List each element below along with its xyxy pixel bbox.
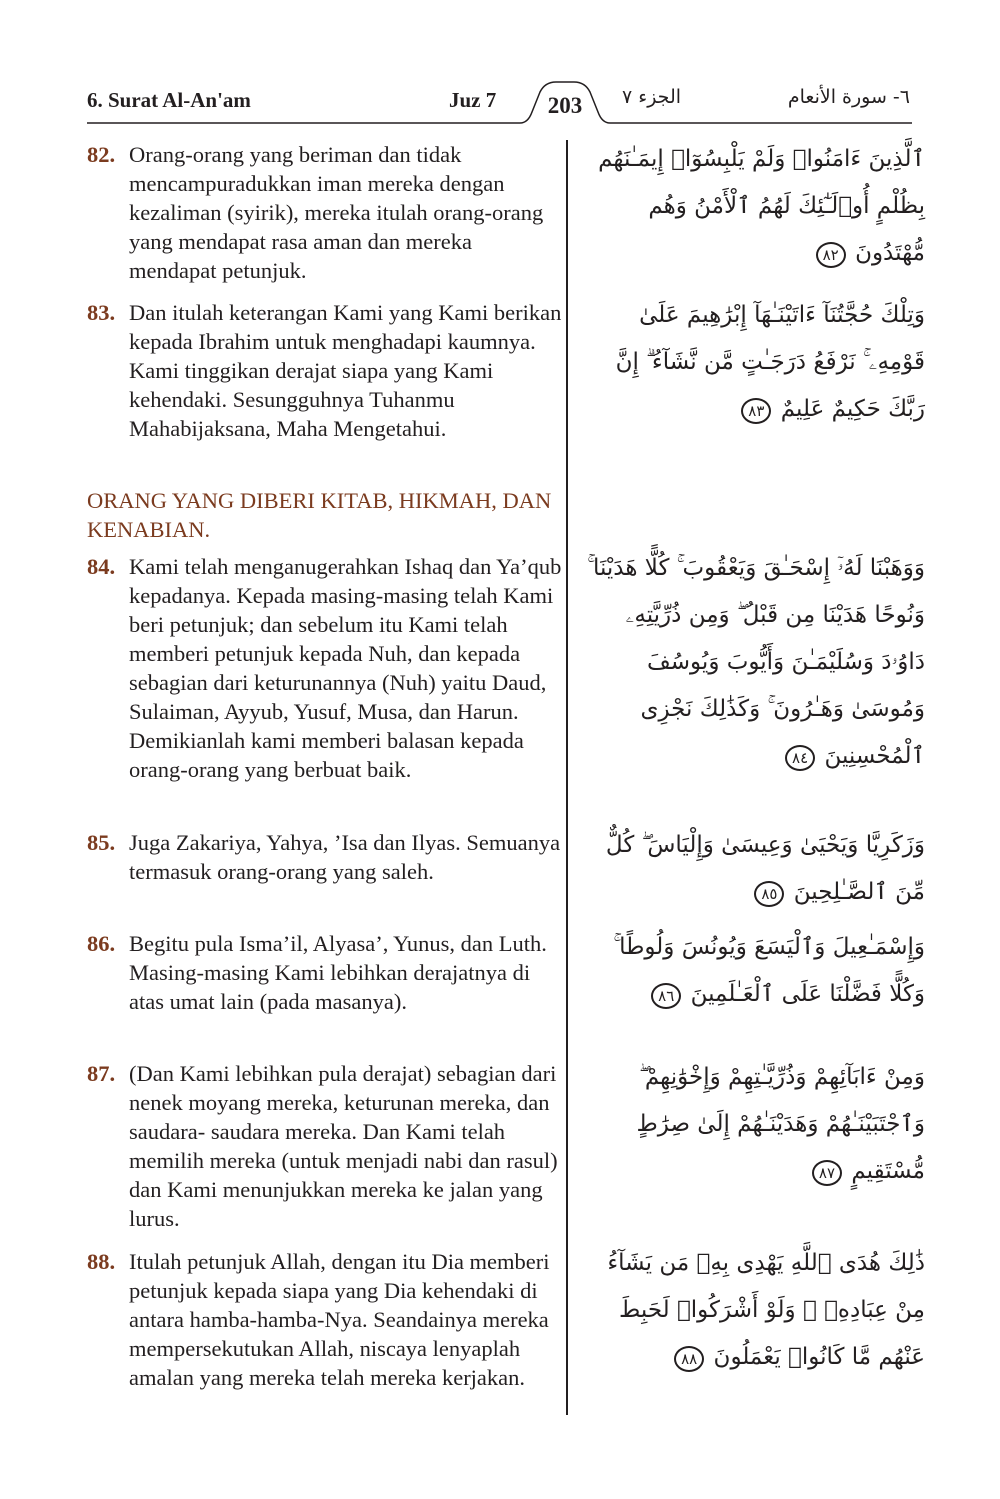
verse-84-arabic [585, 545, 925, 780]
arabic-text: وَمِنْ ءَابَآئِهِمْ وَذُرِّيَّـٰتِهِمْ وَإِخْوَٰنِهِمْ ۖ وَٱجْتَبَيْنَـٰهُمْ وَهَدَيْنَـٰهُمْ إِلَىٰ صِرَٰطٍ مُّسْتَقِيمٍ [636, 1064, 925, 1184]
verse-text: (Dan Kami lebihkan pula derajat) sebagian dari nenek moyang mereka, keturunan mereka, dan saudara- saudara mereka. Dan Kami telah memilih mereka (untuk menjadi nabi dan rasul) dan Kami menunjukkan mereka ke jalan yang lurus. [129, 1061, 558, 1231]
verse-number: 84. [87, 554, 116, 579]
ayah-number-marker: ٨٧ [812, 1160, 842, 1186]
verse-text: Itulah petunjuk Allah, dengan itu Dia memberi petunjuk kepada siapa yang Dia kehendaki di antara hamba-hamba-Nya. Seandainya mereka mempersekutukan Allah, niscaya lenyaplah amalan yang mereka telah mereka kerjakan. [129, 1249, 550, 1390]
verse-85-arabic [585, 822, 925, 916]
juz-label-arabic: الجزء ٧ [622, 86, 682, 108]
verse-82-arabic [585, 136, 925, 277]
page-number: 203 [547, 93, 583, 118]
surah-title-arabic: ٦- سورة الأنعام [787, 86, 910, 108]
verse-85-translation [87, 828, 562, 886]
verse-86-translation [87, 929, 562, 1016]
verse-83-translation [87, 298, 562, 443]
ayah-number-marker: ٨٦ [651, 983, 681, 1009]
verse-number: 86. [87, 931, 116, 956]
verse-text: Kami telah menganugerahkan Ishaq dan Ya’qub kepadanya. Kepada masing-masing telah Kami beri petunjuk; dan sebelum itu Kami telah memberi petunjuk kepada Nuh, dan kepada sebagian dari keturunannya (Nuh) yaitu Daud, Sulaiman, Ayyub, Yusuf, Musa, dan Harun. Demikianlah kami memberi balasan kepada orang-orang yang berbuat baik. [129, 554, 562, 782]
verse-number: 83. [87, 300, 116, 325]
arabic-text: ذَٰلِكَ هُدَى ٱللَّهِ يَهْدِى بِهِۦ مَن يَشَآءُ مِنْ عِبَادِهِۦ ۚ وَلَوْ أَشْرَكُوا۟ لَحَبِطَ عَنْهُم مَّا كَانُوا۟ يَعْمَلُونَ [607, 1250, 925, 1370]
arabic-text: وَزَكَرِيَّا وَيَحْيَىٰ وَعِيسَىٰ وَإِلْيَاسَ ۖ كُلٌّ مِّنَ ٱلصَّـٰلِحِينَ [605, 832, 925, 905]
verse-87-translation [87, 1059, 562, 1233]
verse-88-arabic [585, 1240, 925, 1381]
ayah-number-marker: ٨٤ [785, 745, 815, 771]
arabic-text: وَوَهَبْنَا لَهُۥٓ إِسْحَـٰقَ وَيَعْقُوبَ ۚ كُلًّا هَدَيْنَا ۚ وَنُوحًا هَدَيْنَا مِن قَبْلُ ۖ وَمِن ذُرِّيَّتِهِۦ دَاوُۥدَ وَسُلَيْمَـٰنَ وَأَيُّوبَ وَيُوسُفَ وَمُوسَىٰ وَهَـٰرُونَ ۚ وَكَذَٰلِكَ نَجْزِى ٱلْمُحْسِنِينَ [587, 555, 925, 769]
ayah-number-marker: ٨٢ [816, 242, 846, 268]
surah-title-latin: 6. Surat Al-An'am [87, 88, 251, 112]
column-divider [566, 140, 568, 1415]
ayah-number-marker: ٨٨ [674, 1346, 704, 1372]
verse-text: Orang-orang yang beriman dan tidak mencampuradukkan iman mereka dengan kezaliman (syirik), mereka itulah orang-orang yang mendapat rasa aman dan mereka mendapat petunjuk. [129, 142, 544, 283]
verse-87-arabic [585, 1054, 925, 1195]
verse-83-arabic [585, 292, 925, 433]
verse-number: 87. [87, 1061, 116, 1086]
verse-number: 85. [87, 830, 116, 855]
verse-number: 82. [87, 142, 116, 167]
ayah-number-marker: ٨٣ [741, 398, 771, 424]
page-header [0, 0, 1000, 130]
verse-82-translation [87, 140, 562, 285]
arabic-text: ٱلَّذِينَ ءَامَنُوا۟ وَلَمْ يَلْبِسُوٓا۟ إِيمَـٰنَهُم بِظُلْمٍ أُو۟لَـٰٓئِكَ لَهُمُ ٱلْأَمْنُ وَهُم مُّهْتَدُونَ [598, 146, 925, 266]
verse-86-arabic [585, 924, 925, 1018]
juz-label-latin: Juz 7 [449, 88, 497, 112]
arabic-text: وَإِسْمَـٰعِيلَ وَٱلْيَسَعَ وَيُونُسَ وَلُوطًا ۚ وَكُلًّا فَضَّلْنَا عَلَى ٱلْعَـٰلَمِينَ [613, 934, 925, 1007]
verse-88-translation [87, 1247, 562, 1392]
verse-text: Juga Zakariya, Yahya, ’Isa dan Ilyas. Semuanya termasuk orang-orang yang saleh. [129, 830, 561, 884]
verse-text: Dan itulah keterangan Kami yang Kami berikan kepada Ibrahim untuk menghadapi kaumnya. Kami tinggikan derajat siapa yang Kami kehendaki. Sesungguhnya Tuhanmu Mahabijaksana, Maha Mengetahui. [129, 300, 562, 441]
verse-text: Begitu pula Isma’il, Alyasa’, Yunus, dan Luth. Masing-masing Kami lebihkan derajatnya di atas umat lain (pada masanya). [129, 931, 547, 1014]
verse-number: 88. [87, 1249, 116, 1274]
verse-84-translation [87, 552, 562, 784]
section-heading: ORANG YANG DIBERI KITAB, HIKMAH, DAN KENABIAN. [87, 488, 552, 542]
ayah-number-marker: ٨٥ [754, 881, 784, 907]
arabic-text: وَتِلْكَ حُجَّتُنَآ ءَاتَيْنَـٰهَآ إِبْرَٰهِيمَ عَلَىٰ قَوْمِهِۦ ۚ نَرْفَعُ دَرَجَـٰتٍ مَّن نَّشَآءُ ۗ إِنَّ رَبَّكَ حَكِيمٌ عَلِيمٌ [615, 302, 925, 422]
